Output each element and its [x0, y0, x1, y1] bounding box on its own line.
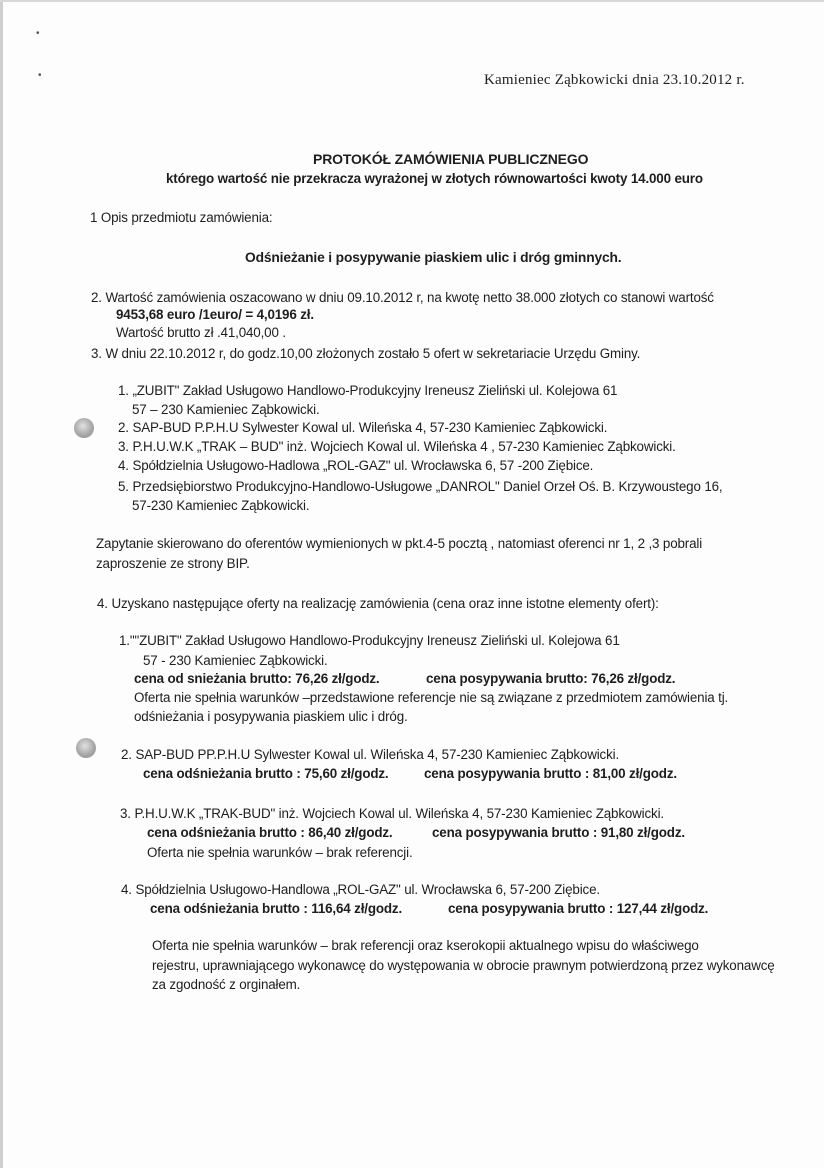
scan-speck: • [36, 28, 40, 39]
offer-4-company: 4. Spółdzielnia Usługowo-Handlowa „ROL-GAZ" ul. Wrocławska 6, 57-200 Ziębice. [121, 882, 600, 897]
scan-edge [0, 0, 3, 1168]
offeror-1: 1. „ZUBIT" Zakład Usługowo Handlowo-Produkcyjny Ireneusz Zieliński ul. Kolejowa 61 [118, 383, 618, 398]
section-4-label: 4. Uzyskano następujące oferty na realizację zamówienia (cena oraz inne istotne elementy ofert): [97, 596, 659, 611]
offer-4-price-snow: cena odśnieżania brutto : 116,64 zł/godz. [150, 901, 403, 916]
order-subject: Odśnieżanie i posypywanie piaskiem ulic i dróg gminnych. [245, 250, 622, 265]
offer-3-note: Oferta nie spełnia warunków – brak referencji. [147, 845, 413, 860]
section-2-line: 2. Wartość zamówienia oszacowano w dniu 09.10.2012 r, na kwotę netto 38.000 złotych co stanowi wartość [91, 290, 714, 305]
offer-2-company: 2. SAP-BUD PP.P.H.U Sylwester Kowal ul. Wileńska 4, 57-230 Kamieniec Ząbkowicki. [121, 747, 620, 762]
offer-1-address: 57 - 230 Kamieniec Ząbkowicki. [143, 653, 328, 668]
offeror-4: 4. Spółdzielnia Usługowo-Hadlowa „ROL-GAZ" ul. Wrocławska 6, 57 -200 Ziębice. [118, 458, 594, 473]
offer-1-note: Oferta nie spełnia warunków –przedstawione referencje nie są związane z przedmiotem zamówienia tj. [134, 690, 729, 705]
section-1-label: 1 Opis przedmiotu zamówienia: [90, 210, 273, 225]
offer-3-company: 3. P.H.U.W.K „TRAK-BUD" inż. Wojciech Kowal ul. Wileńska 4, 57-230 Kamieniec Ząbkowicki. [120, 806, 664, 821]
inquiry-note-line2: zaproszenie ze strony BIP. [96, 556, 250, 571]
offer-1-company: 1.""ZUBIT" Zakład Usługowo Handlowo-Produkcyjny Ireneusz Zieliński ul. Kolejowa 61 [119, 633, 620, 648]
document-subtitle: którego wartość nie przekracza wyrażonej w złotych równowartości kwoty 14.000 euro [166, 171, 703, 186]
place-date: Kamieniec Ząbkowicki dnia 23.10.2012 r. [484, 72, 745, 88]
offeror-2: 2. SAP-BUD P.P.H.U Sylwester Kowal ul. Wileńska 4, 57-230 Kamieniec Ząbkowicki. [118, 420, 608, 435]
offeror-3: 3. P.H.U.W.K „TRAK – BUD" inż. Wojciech Kowal ul. Wileńska 4 , 57-230 Kamieniec Ząbkowicki. [118, 439, 676, 454]
scan-edge-top [0, 0, 824, 2]
punch-hole-mark [74, 418, 94, 438]
section-3-line: 3. W dniu 22.10.2012 r, do godz.10,00 złożonych zostało 5 ofert w sekretariacie Urzędu Gminy. [91, 346, 641, 361]
offer-4-note-end: za zgodność z orginałem. [152, 977, 301, 992]
offer-1-price-snow: cena od snieżania brutto: 76,26 zł/godz. [134, 671, 380, 686]
gross-value: Wartość brutto zł .41,040,00 . [116, 325, 286, 340]
offer-2-price-sand: cena posypywania brutto : 81,00 zł/godz. [424, 766, 677, 781]
document-title: PROTOKÓŁ ZAMÓWIENIA PUBLICZNEGO [313, 151, 589, 167]
offer-4-note-cont: rejestru, uprawniającego wykonawcę do występowania w obrocie prawnym potwierdzoną przez wykonawcę [152, 958, 775, 973]
punch-hole-mark [76, 738, 96, 758]
offeror-1-address: 57 – 230 Kamieniec Ząbkowicki. [132, 402, 320, 417]
scan-speck: • [38, 70, 42, 81]
euro-value: 9453,68 euro /1euro/ = 4,0196 zł. [116, 307, 314, 322]
offer-3-price-sand: cena posypywania brutto : 91,80 zł/godz. [432, 825, 685, 840]
offer-4-price-sand: cena posypywania brutto : 127,44 zł/godz. [448, 901, 709, 916]
offer-1-note-cont: odśnieżania i posypywania piaskiem ulic i dróg. [134, 709, 408, 724]
offeror-5: 5. Przedsiębiorstwo Produkcyjno-Handlowo-Usługowe „DANROL" Daniel Orzeł Oś. B. Krzywoustego 16, [118, 479, 723, 494]
offer-4-note: Oferta nie spełnia warunków – brak referencji oraz kserokopii aktualnego wpisu do właściwego [152, 938, 699, 953]
offeror-5-address: 57-230 Kamieniec Ząbkowicki. [132, 498, 310, 513]
offer-2-price-snow: cena odśnieżania brutto : 75,60 zł/godz. [143, 766, 389, 781]
offer-3-price-snow: cena odśnieżania brutto : 86,40 zł/godz. [147, 825, 393, 840]
inquiry-note-line1: Zapytanie skierowano do oferentów wymienionych w pkt.4-5 pocztą , natomiast oferenci nr 1, 2 ,3 pobrali [96, 536, 703, 551]
offer-1-price-sand: cena posypywania brutto: 76,26 zł/godz. [426, 671, 676, 686]
